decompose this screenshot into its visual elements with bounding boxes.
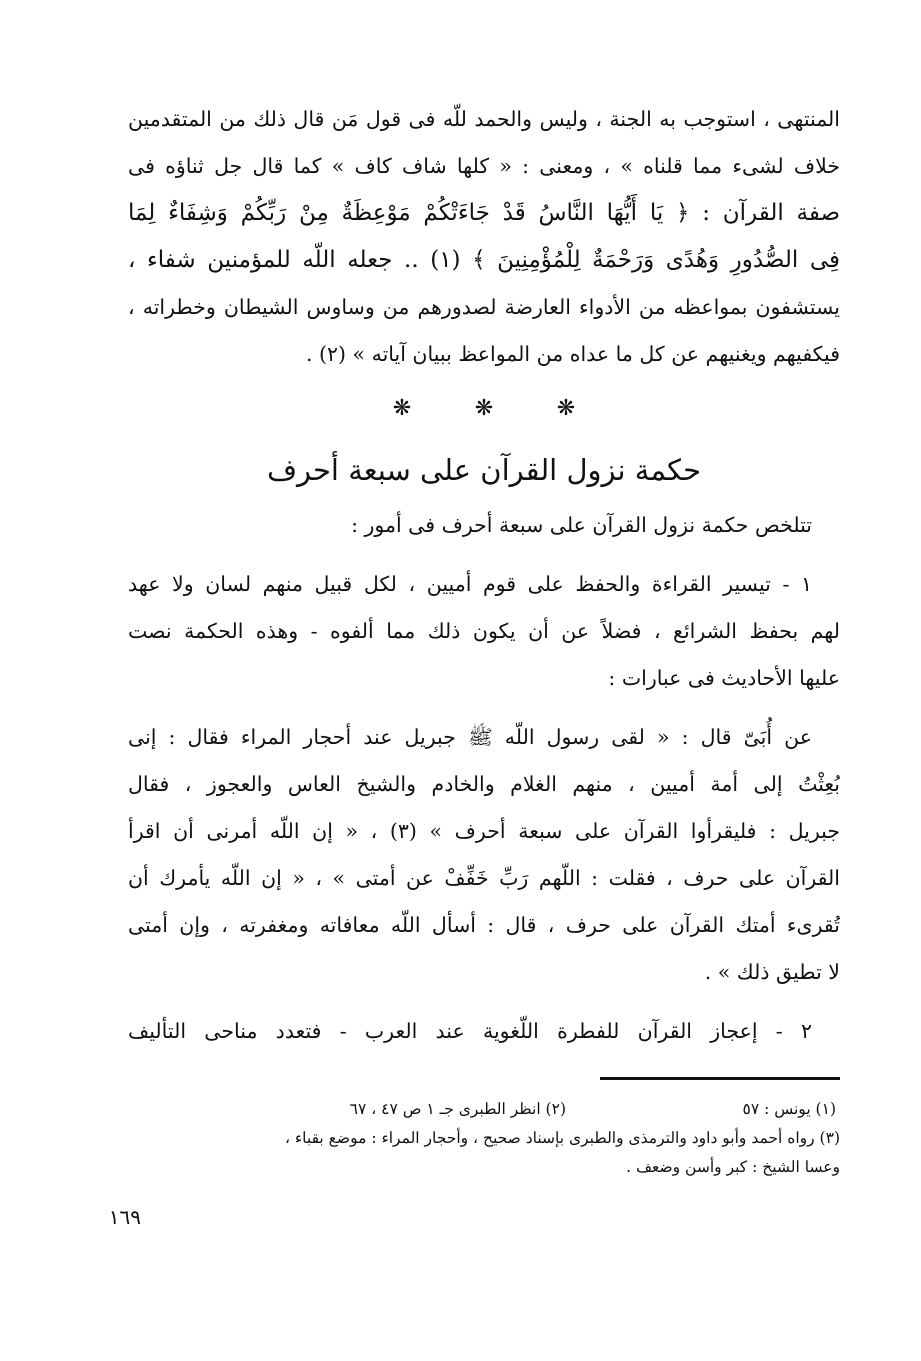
section-heading: حكمة نزول القرآن على سبعة أحرف (266, 453, 702, 487)
spacer (128, 549, 840, 561)
text-line: القرآن على حرف ، فقلت : اللّهم رَبِّ خَفِّفْ عن أمتى » ، « إن اللّه يأمرك أن (128, 866, 840, 890)
point-two-paragraph: ٢ - إعجاز القرآن للفطرة اللّغوية عند العرب - فتعدد مناحى التأليف (128, 1019, 812, 1043)
text-line: تُقرىء أمتك القرآن على حرف ، قال : أسأل اللّه معافاته ومغفرته ، وإن أمتى (128, 913, 840, 937)
footnote-row (128, 1095, 840, 1124)
point-one-paragraph (128, 561, 840, 702)
intro-paragraph: تتلخص حكمة نزول القرآن على سبعة أحرف فى أمور : (351, 513, 812, 537)
text-line: لا تطيق ذلك » . (704, 960, 840, 984)
text-line: عليها الأحاديث فى عبارات : (608, 666, 840, 690)
footnote-3-continuation: وعسا الشيخ : كبر وأسن وضعف . (626, 1158, 840, 1176)
section-separator (128, 378, 840, 438)
text-line: لهم بحفظ الشرائع ، فضلاً عن أن يكون ذلك مما ألفوه - وهذه الحكمة نصت (128, 619, 840, 643)
text-line: جبريل : فليقرأوا القرآن على سبعة أحرف » (٣) ، « إن اللّه أمرنى أن اقرأ (128, 819, 840, 843)
footnote-1: (١) يونس : ٥٧ (742, 1100, 836, 1118)
asterism-icon: ❋ (474, 395, 494, 421)
quran-verse-line: صفة القرآن : ﴿ يَا أَيُّهَا النَّاسُ قَدْ جَاءَتْكُمْ مَوْعِظَةٌ مِنْ رَبِّكُمْ وَشِفَاءٌ لِمَا (128, 200, 840, 226)
footnotes (128, 1095, 840, 1182)
footnote-3: (٣) رواه أحمد وأبو داود والترمذى والطبرى بإسناد صحيح ، وأحجار المراء : موضع بقباء ، (284, 1129, 840, 1147)
page-number: ١٦٩ (108, 1205, 141, 1229)
text-line: خلاف لشىء مما قلناه » ، ومعنى : « كلها شاف كاف » كما قال جل ثناؤه فى (128, 154, 840, 178)
footnote-rule (600, 1077, 840, 1080)
spacer (128, 996, 840, 1008)
text-line: المنتهى ، استوجب به الجنة ، وليس والحمد للّه فى قول مَن قال ذلك من المتقدمين (128, 107, 840, 131)
spacer (128, 702, 840, 714)
paragraph-continuation (128, 96, 840, 378)
hadith-paragraph (128, 714, 840, 996)
footnote-2: (٢) انظر الطبرى جـ ١ ص ٤٧ ، ٦٧ (349, 1100, 566, 1118)
text-line: يستشفون بمواعظه من الأدواء العارضة لصدورهم من وساوس الشيطان وخطراته ، (128, 295, 840, 319)
text-line: فيكفيهم ويغنيهم عن كل ما عداه من المواعظ ببيان آياته » (٢) . (305, 342, 840, 366)
quran-verse-line: فِى الصُّدُورِ وَهُدًى وَرَحْمَةٌ لِلْمُؤْمِنِينَ ﴾ (١) .. جعله اللّه للمؤمنين شفاء ، (128, 247, 840, 273)
page-body (128, 96, 840, 1055)
text-line: عن أُبَىّ قال : « لقى رسول اللّه ﷺ جبريل عند أحجار المراء فقال : إنى (128, 725, 812, 749)
text-line: ١ - تيسير القراءة والحفظ على قوم أميين ، لكل قبيل منهم لسان ولا عهد (128, 572, 812, 596)
text-line: بُعِثْتُ إلى أمة أميين ، منهم الغلام والخادم والشيخ العاس والعجوز ، فقال (128, 772, 840, 796)
asterism-icon: ❋ (556, 395, 576, 421)
asterism-icon: ❋ (392, 395, 412, 421)
